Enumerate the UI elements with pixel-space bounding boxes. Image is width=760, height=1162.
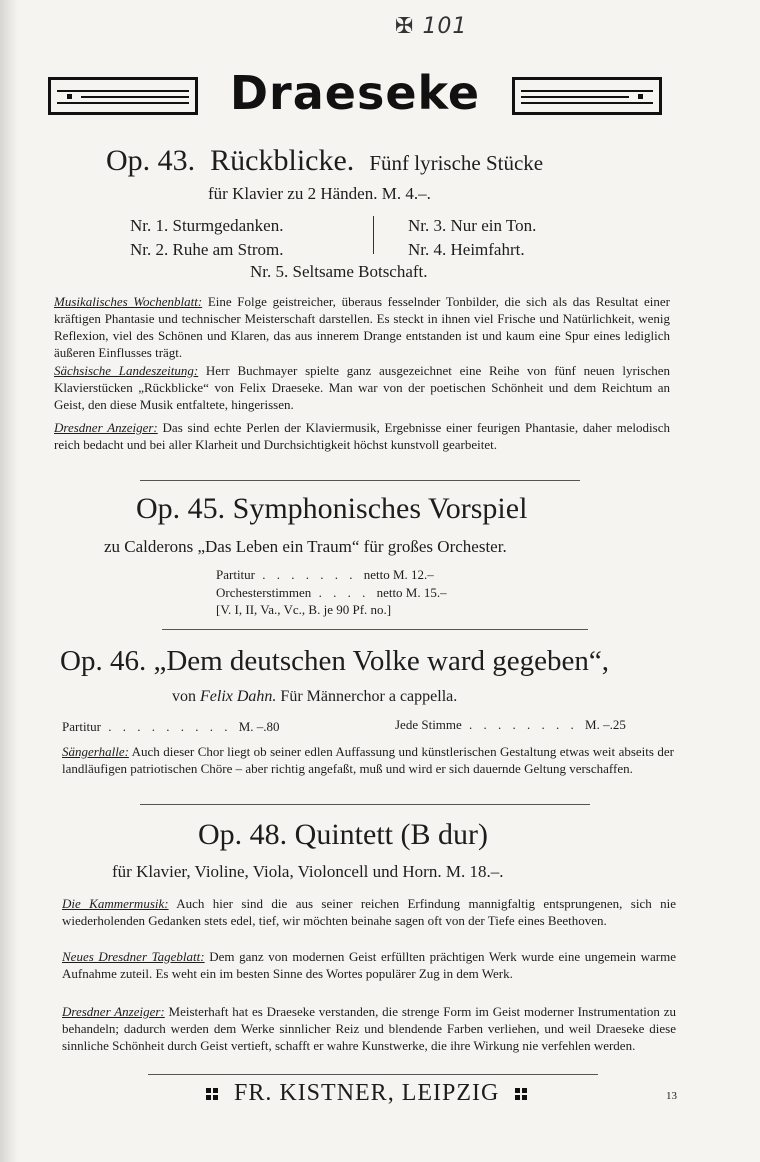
op43-piece-3: Nr. 3. Nur ein Ton.: [408, 216, 537, 235]
op43-piece-2: Nr. 2. Ruhe am Strom.: [130, 240, 284, 259]
op48-review-1: Die Kammermusik: Auch hier sind die aus seiner reichen Erfindung mannigfaltig entsprungenen, sich nie wiederholenden Gedanken stets edel, tief, wir möchten beinahe sagen oft von der Tiefe eines Beethoven.: [62, 896, 676, 928]
op45-title: Op. 45. Symphonisches Vorspiel: [136, 492, 528, 525]
op46-price-right: Jede Stimme . . . . . . . . M. –.25: [395, 717, 626, 732]
op48-title: Op. 48. Quintett (B dur): [198, 818, 488, 851]
op43-piece-1: Nr. 1. Sturmgedanken.: [130, 216, 284, 235]
section-divider: [148, 1074, 598, 1075]
op43-review-2: Sächsische Landeszeitung: Herr Buchmayer spielte ganz ausgezeichnet eine Reihe von fünf neuen lyrischen Klavierstücken „Rückblicke“ von Felix Draeseke. Man war von der poetischen Schönheit und dem Reichtum an Geist, den diese Musik entfaltete, hingerissen.: [54, 363, 670, 412]
op43-piece-4: Nr. 4. Heimfahrt.: [408, 240, 525, 259]
op45-price-row-2: Orchesterstimmen . . . . netto M. 15.–: [216, 585, 447, 600]
op48-review-3: Dresdner Anzeiger: Meisterhaft hat es Draeseke verstanden, die strenge Form im Geist moderner Instrumentation zu behandeln; dadurch werden dem Werke sinnlicher Reiz und blendende Farben verliehen, und weil Draeseke diese sinnliche Schönheit durch Geist vertieft, schafft er wahre Kunstwerke, die ihre Wirkung nie verfehlen werden.: [62, 1004, 677, 1053]
op45-subtitle: zu Calderons „Das Leben ein Traum“ für großes Orchester.: [104, 537, 507, 556]
op45-price-row-1: Partitur . . . . . . . netto M. 12.–: [216, 567, 434, 582]
op46-price-left: Partitur . . . . . . . . . M. –.80: [62, 719, 280, 734]
op48-subtitle: für Klavier, Violine, Viola, Violoncell und Horn. M. 18.–.: [112, 862, 504, 881]
ornament-square-icon: [515, 1088, 527, 1100]
op46-review: Sängerhalle: Auch dieser Chor liegt ob seiner edlen Auffassung und künstlerischen Gestaltung etwas weit abseits der landläufigen patriotischen Chöre – aber richtig angefaßt, muß und wird er sich dauernde Geltung verschaffen.: [62, 744, 674, 776]
handwritten-note: ✠ 101: [395, 14, 468, 39]
op43-title: Op. 43. Rückblicke. Fünf lyrische Stücke: [106, 144, 544, 177]
ornament-square-icon: [206, 1088, 218, 1100]
op45-parts-note: [V. I, II, Va., Vc., B. je 90 Pf. no.]: [216, 602, 392, 617]
op43-piece-5: Nr. 5. Seltsame Botschaft.: [250, 262, 428, 281]
publisher-footer: FR. KISTNER, LEIPZIG: [190, 1080, 543, 1107]
op43-review-3: Dresdner Anzeiger: Das sind echte Perlen der Klaviermusik, Ergebnisse einer feurigen Phantasie, daher melodisch reich bedacht und bei aller Klarheit und Durchsichtigkeit höchst kunstvoll gearbeitet.: [54, 420, 670, 452]
section-divider: [140, 804, 590, 805]
op46-subtitle: von Felix Dahn. Für Männerchor a cappella.: [172, 688, 458, 705]
op46-title: Op. 46. „Dem deutschen Volke ward gegeben“,: [60, 645, 609, 677]
handwritten-scribble-icon: ✠: [395, 14, 415, 39]
page-number: 13: [666, 1090, 677, 1102]
ornament-right-icon: [512, 77, 662, 115]
op43-review-1: Musikalisches Wochenblatt: Eine Folge geistreicher, überaus fesselnder Tonbilder, die sich als das Resultat einer kräftigen Phantasie und technischer Meisterschaft darstellen. Es steckt in ihnen viel Frische und Natürlichkeit, wenig Reflexion, viel des Schönen und Klaren, das aus innerem Drange entstanden ist und kaum eine Spur eines lediglich äußeren Einflusses trägt.: [54, 294, 670, 360]
op43-subtitle: für Klavier zu 2 Händen. M. 4.–.: [208, 184, 431, 203]
ornament-left-icon: [48, 77, 198, 115]
op48-review-2: Neues Dresdner Tageblatt: Dem ganz von modernen Geist erfüllten prächtigen Werk wurde eine ungemein warme Aufnahme zuteil. Es weht ein im besten Sinne des Wortes populärer Zug in dem Werk.: [62, 949, 676, 981]
section-divider: [162, 629, 588, 630]
paper-edge: [0, 0, 18, 1162]
brand-title: Draeseke: [229, 66, 481, 120]
section-divider: [140, 480, 580, 481]
brand-header: [48, 66, 662, 124]
column-divider: [373, 216, 374, 254]
